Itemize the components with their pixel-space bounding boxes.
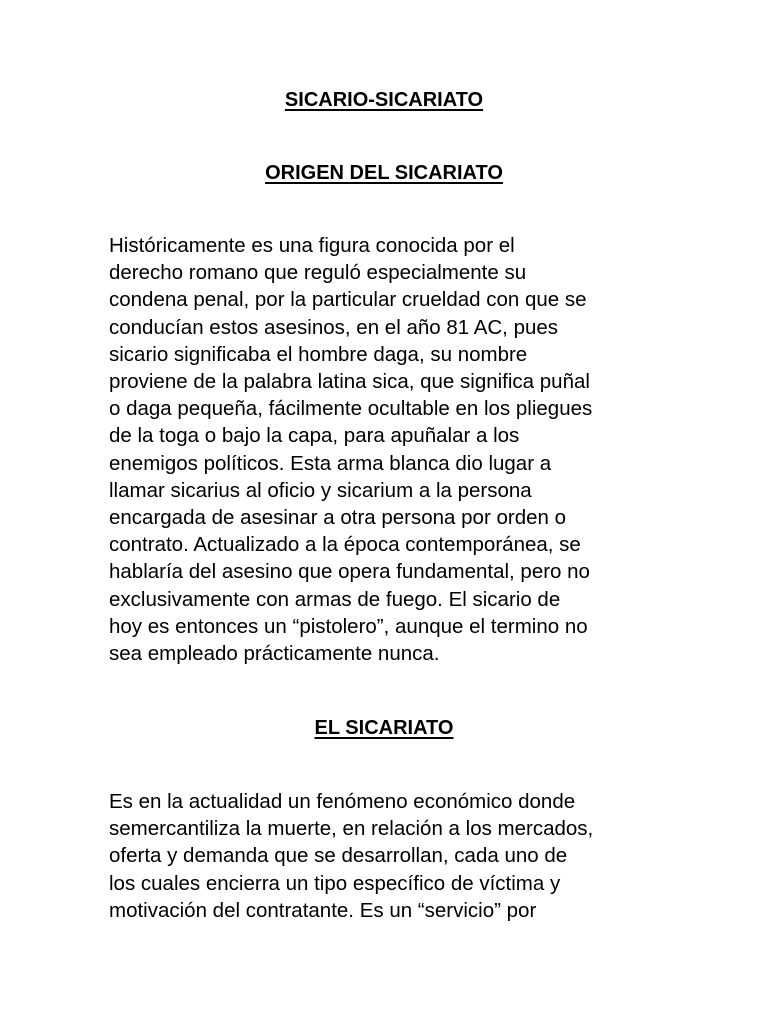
paragraph-line: derecho romano que reguló especialmente su [109, 261, 527, 285]
paragraph-line: encargada de asesinar a otra persona por orden o [109, 506, 567, 530]
document-title: SICARIO-SICARIATO [284, 89, 484, 111]
paragraph-line: enemigos políticos. Esta arma blanca dio lugar a [109, 451, 552, 475]
paragraph-line: exclusivamente con armas de fuego. El sicario de [109, 587, 561, 611]
paragraph-origen [109, 232, 649, 667]
paragraph-line: los cuales encierra un tipo específico de víctima y [109, 871, 561, 895]
paragraph-line: llamar sicarius al oficio y sicarium a la persona [109, 478, 532, 502]
paragraph-line: hoy es entonces un “pistolero”, aunque el termino no [109, 614, 588, 638]
paragraph-line: o daga pequeña, fácilmente ocultable en los pliegues [109, 397, 593, 421]
paragraph-line: de la toga o bajo la capa, para apuñalar a los [109, 424, 520, 448]
section-heading-origen: ORIGEN DEL SICARIATO [265, 162, 503, 184]
paragraph-line: sea empleado prácticamente nunca. [109, 642, 440, 666]
paragraph-line: motivación del contratante. Es un “servicio” por [109, 898, 537, 922]
paragraph-line: condena penal, por la particular crueldad con que se [109, 288, 587, 312]
paragraph-line: sicario significaba el hombre daga, su nombre [109, 342, 528, 366]
paragraph-line: Históricamente es una figura conocida por el [109, 234, 515, 257]
paragraph-line: conducían estos asesinos, en el año 81 AC, pues [109, 315, 559, 339]
paragraph-line: Es en la actualidad un fenómeno económico donde [109, 790, 576, 813]
paragraph-el-sicariato [109, 788, 649, 924]
paragraph-line: semercantiliza la muerte, en relación a los mercados, [109, 817, 594, 841]
paragraph-line: oferta y demanda que se desarrollan, cada uno de [109, 844, 568, 868]
section-heading-el-sicariato: EL SICARIATO [314, 717, 454, 739]
paragraph-line: hablaría del asesino que opera fundamental, pero no [109, 560, 590, 584]
paragraph-line: proviene de la palabra latina sica, que significa puñal [109, 370, 590, 394]
paragraph-line: contrato. Actualizado a la época contemporánea, se [109, 533, 581, 557]
